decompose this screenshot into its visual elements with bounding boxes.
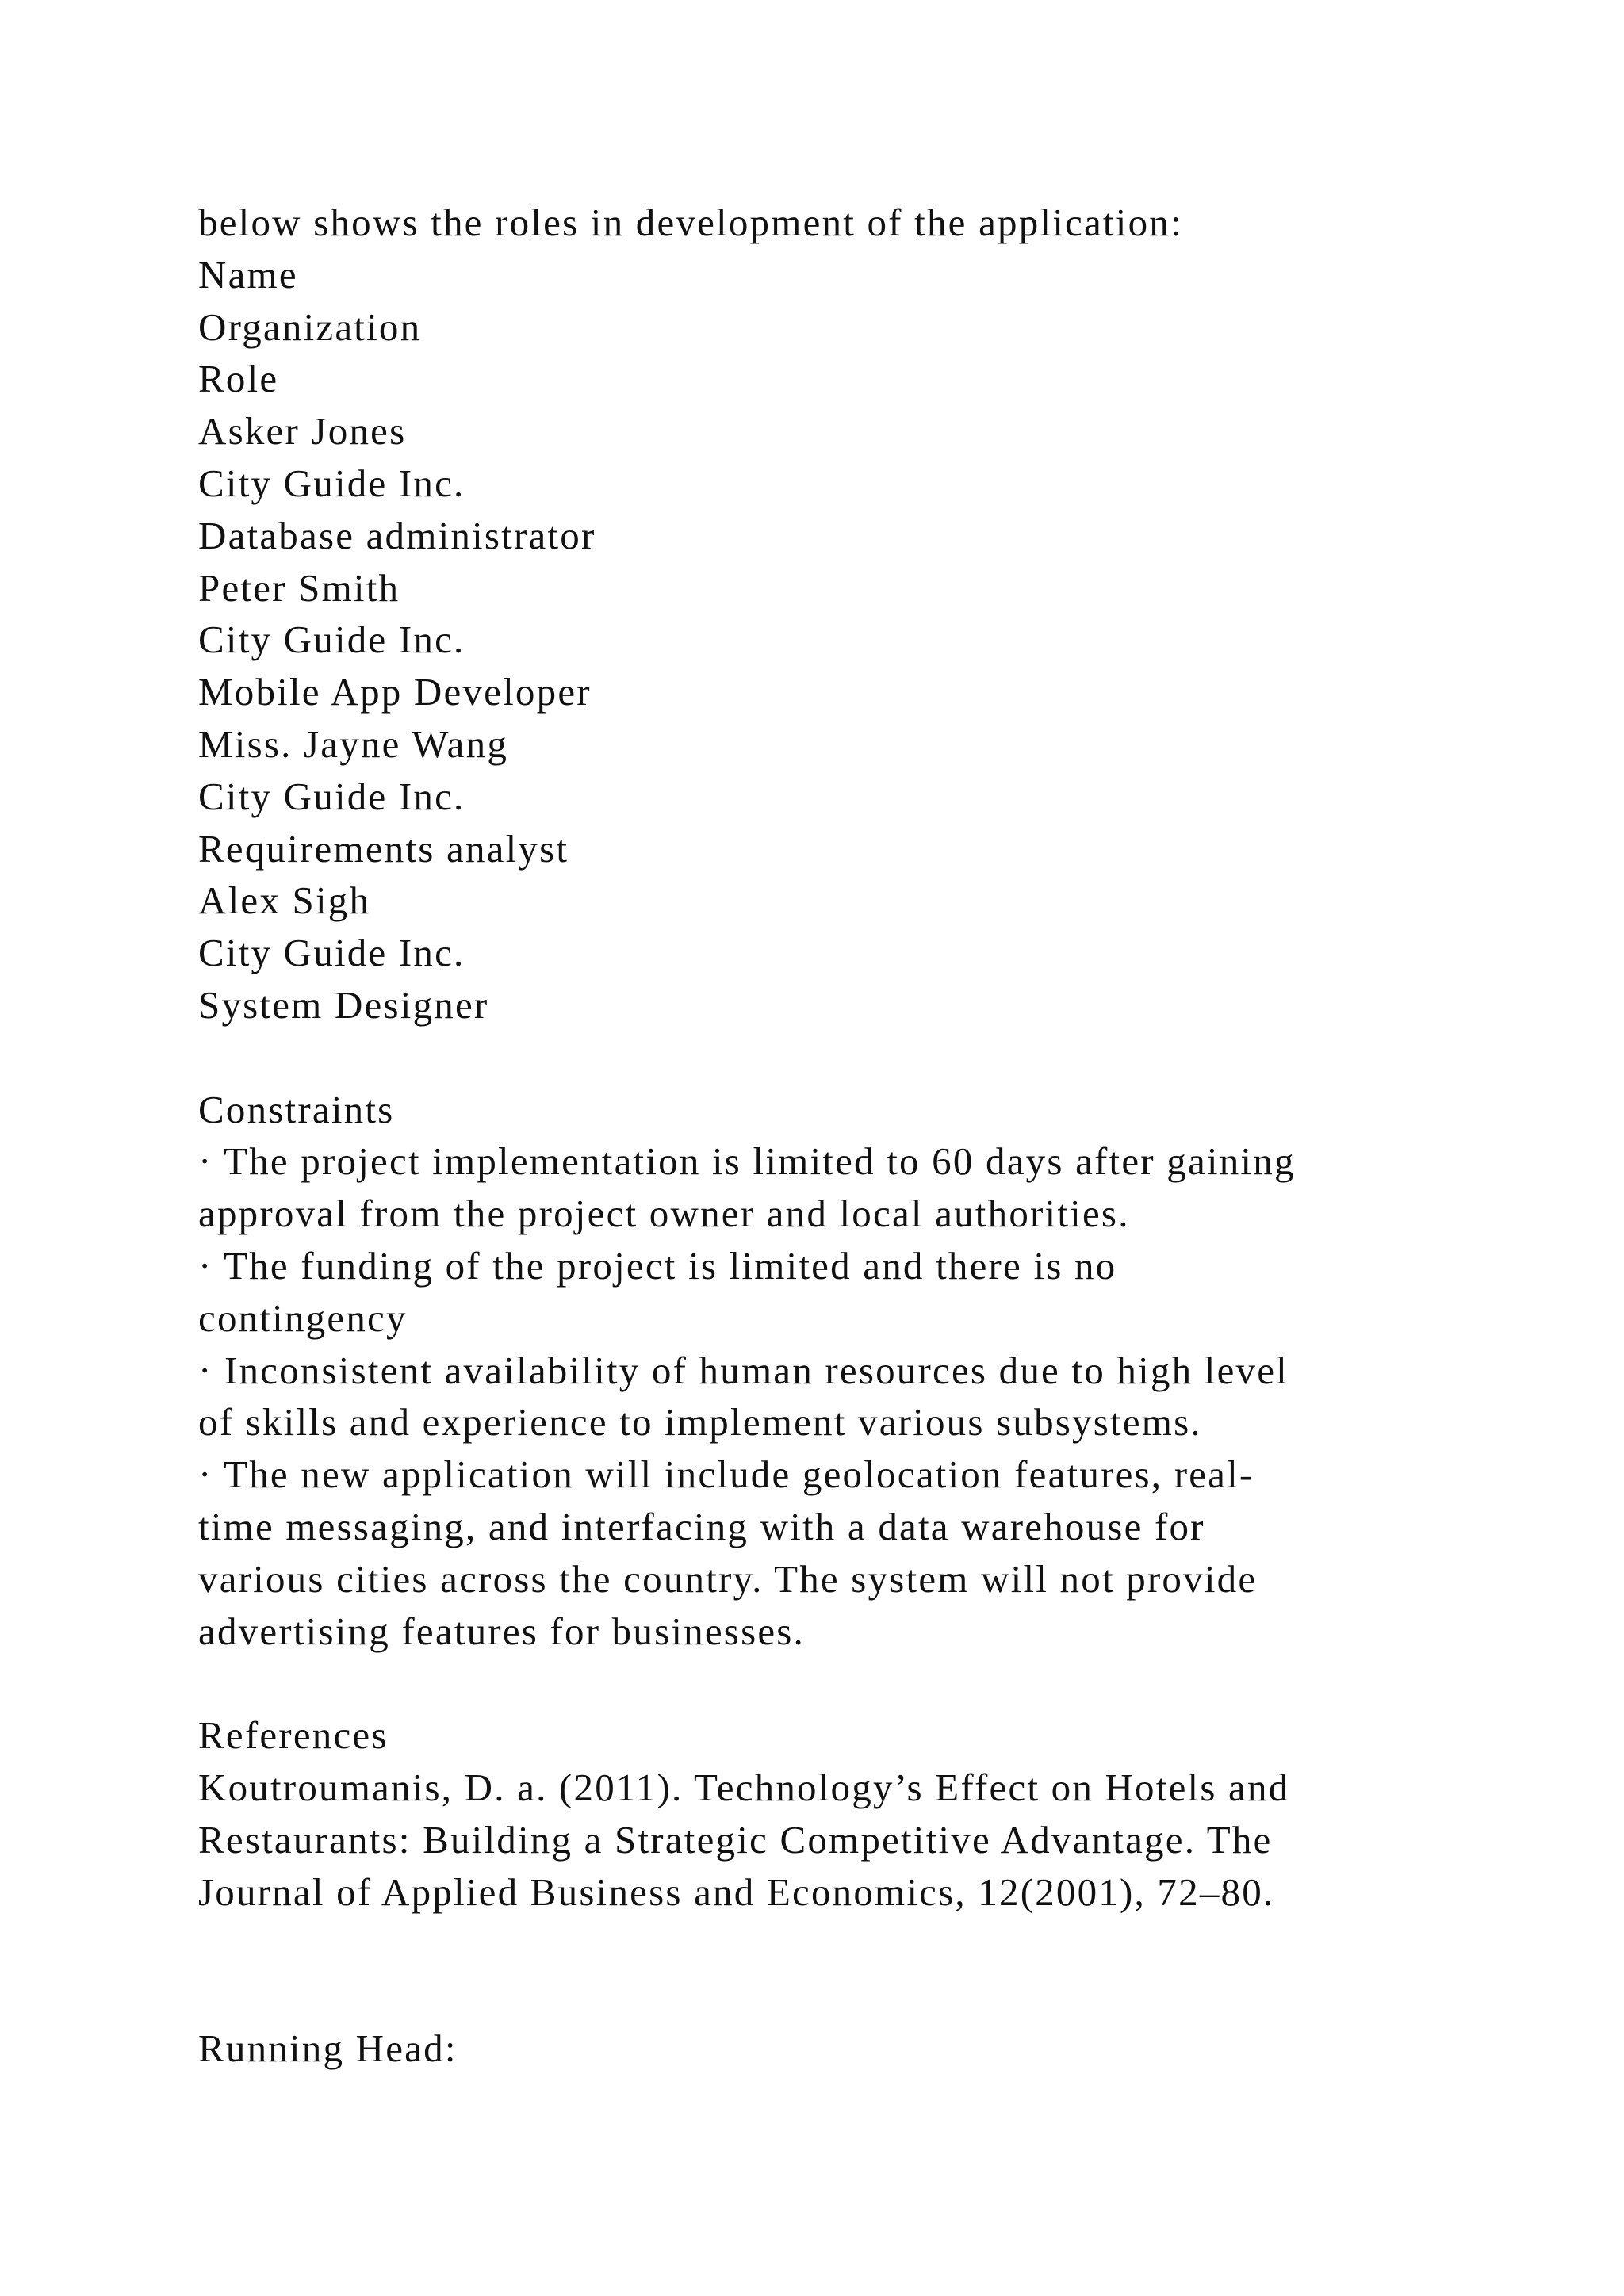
table-cell-role: System Designer xyxy=(198,982,489,1027)
reference-line: Koutroumanis, D. a. (2011). Technology’s Effect on Hotels and xyxy=(198,1765,1290,1809)
constraints-line: advertising features for businesses. xyxy=(198,1609,806,1653)
paragraph-spacer xyxy=(198,1031,1507,1084)
constraints-line: · The new application will include geolocation features, real- xyxy=(198,1452,1254,1497)
constraints-line: of skills and experience to implement various subsystems. xyxy=(198,1400,1202,1445)
table-cell-name: Asker Jones xyxy=(198,409,407,453)
intro-line: below shows the roles in development of the application: xyxy=(198,201,1183,244)
constraints-line: · The project implementation is limited to 60 days after gaining xyxy=(198,1139,1296,1184)
table-header-organization: Organization xyxy=(198,304,422,349)
constraints-heading: Constraints xyxy=(198,1087,395,1131)
constraints-line: approval from the project owner and local authorities. xyxy=(198,1192,1130,1236)
table-cell-organization: City Guide Inc. xyxy=(198,461,465,505)
constraints-line: · Inconsistent availability of human resources due to high level xyxy=(198,1348,1289,1392)
paragraph-spacer xyxy=(198,1918,1507,2022)
paragraph-spacer xyxy=(198,1657,1507,1709)
document-body xyxy=(198,197,1507,2075)
table-cell-role: Database administrator xyxy=(198,513,596,557)
constraints-line: contingency xyxy=(198,1295,408,1340)
running-head: Running Head: xyxy=(198,2026,458,2070)
table-cell-name: Miss. Jayne Wang xyxy=(198,721,509,766)
constraints-line: time messaging, and interfacing with a data warehouse for xyxy=(198,1504,1205,1548)
table-cell-organization: City Guide Inc. xyxy=(198,774,465,818)
constraints-line: various cities across the country. The system will not provide xyxy=(198,1556,1258,1601)
reference-line: Journal of Applied Business and Economics, 12(2001), 72–80. xyxy=(198,1869,1275,1914)
table-cell-name: Alex Sigh xyxy=(198,878,371,923)
table-cell-organization: City Guide Inc. xyxy=(198,931,465,975)
table-header-role: Role xyxy=(198,357,279,401)
table-cell-organization: City Guide Inc. xyxy=(198,618,465,662)
reference-line: Restaurants: Building a Strategic Competitive Advantage. The xyxy=(198,1817,1273,1862)
references-heading: References xyxy=(198,1713,389,1758)
table-cell-role: Mobile App Developer xyxy=(198,670,592,714)
table-cell-name: Peter Smith xyxy=(198,565,400,610)
table-header-name: Name xyxy=(198,252,298,297)
table-cell-role: Requirements analyst xyxy=(198,826,569,871)
constraints-line: · The funding of the project is limited and there is no xyxy=(198,1243,1117,1288)
